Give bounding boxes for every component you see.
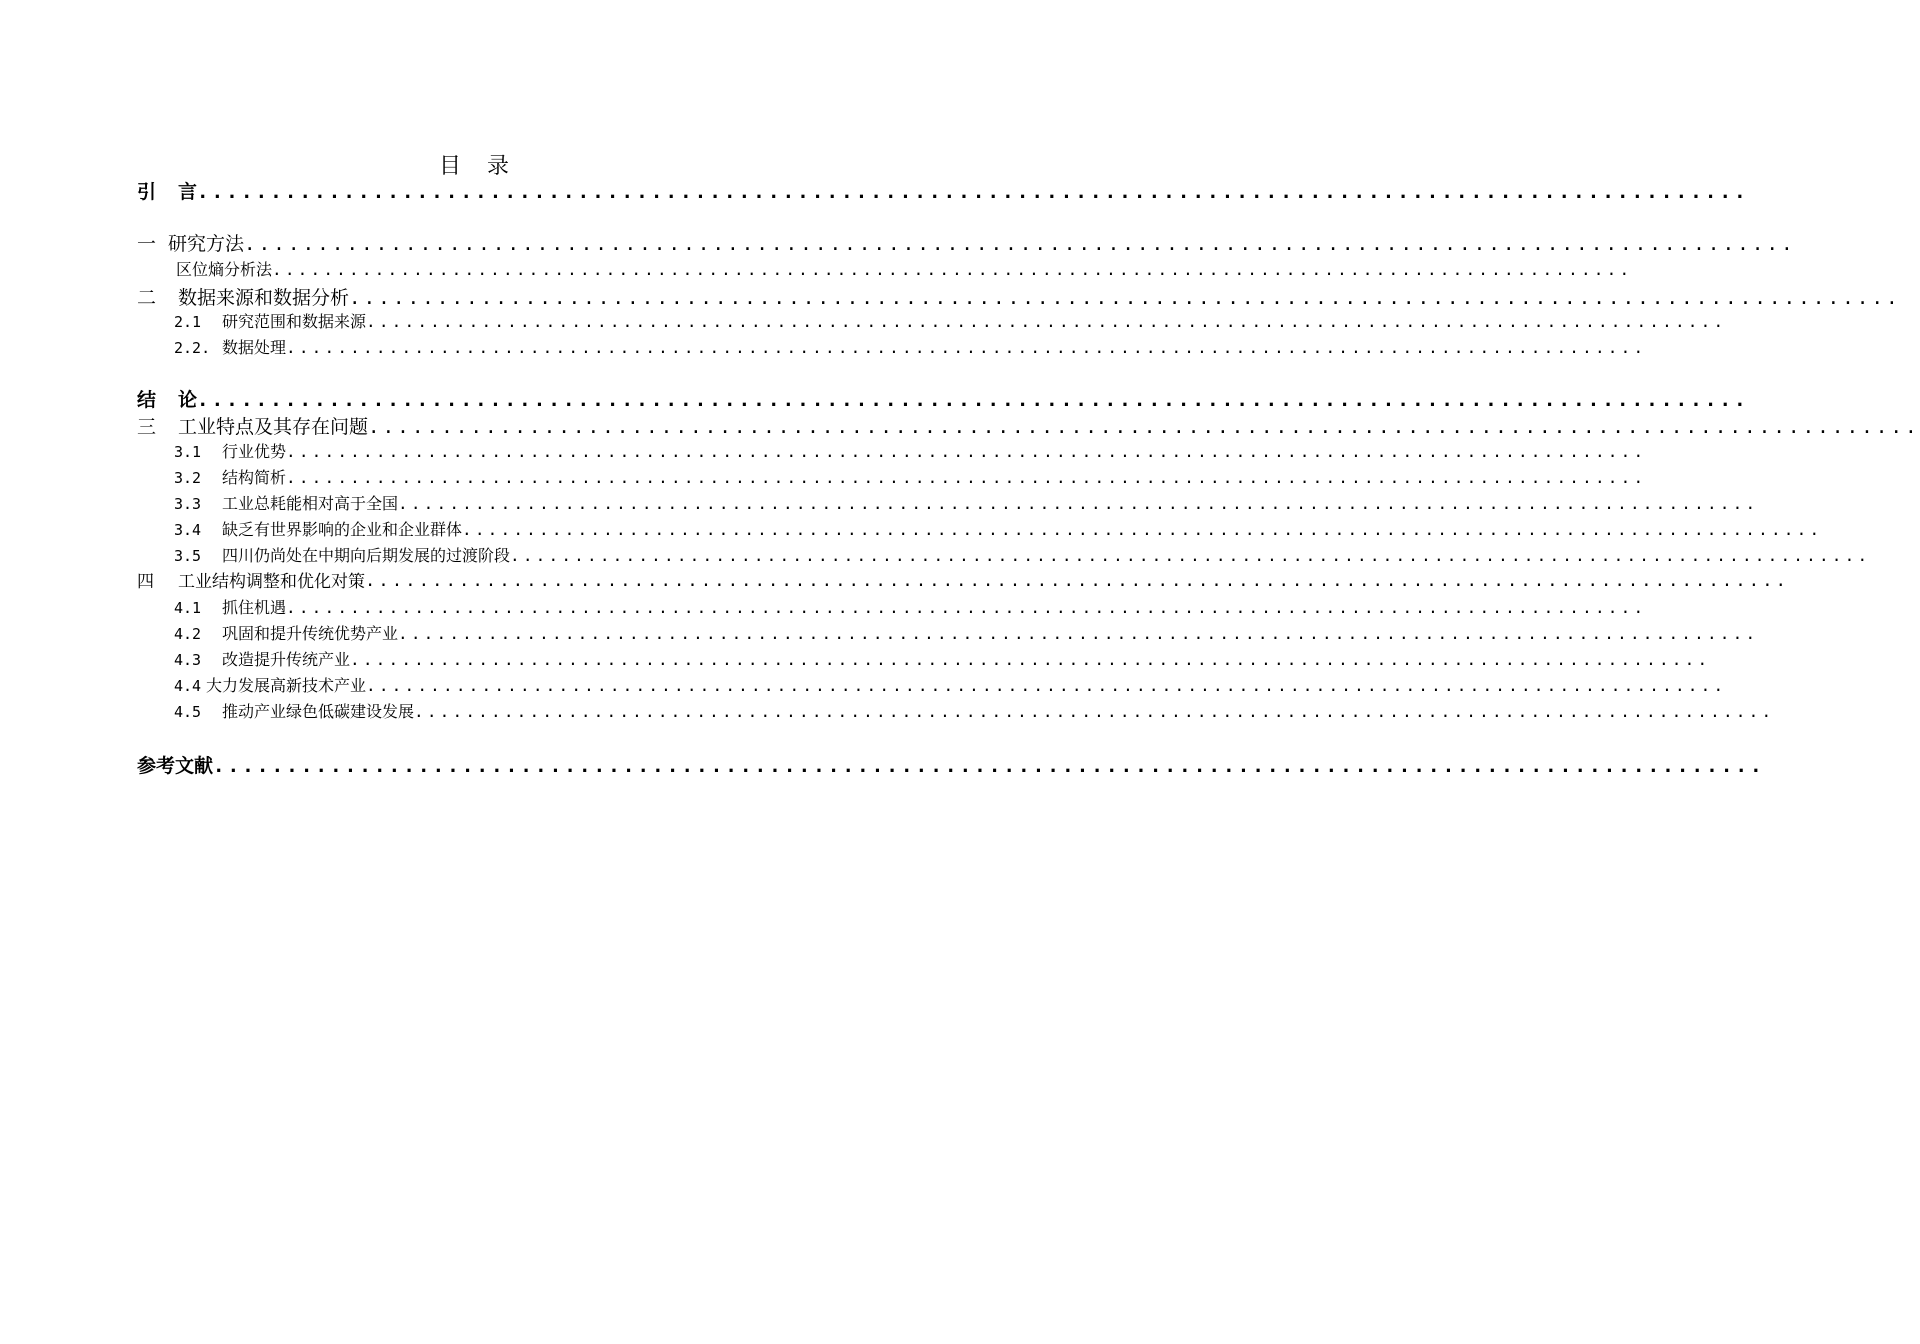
toc-entry-s4-1[interactable] [174, 594, 1647, 618]
toc-entry-num: 4.3 [174, 651, 202, 669]
toc-leader-dots: .......................................................................................................... [213, 755, 1765, 777]
toc-entry-text: 工业特点及其存在问题 [178, 416, 369, 438]
toc-title-left: 目 [438, 154, 463, 179]
toc-entry-concl-a: 结 [137, 389, 157, 411]
toc-entry-s3-4[interactable] [174, 516, 1823, 540]
toc-entry-num: 二 [137, 287, 157, 309]
toc-leader-dots: .......................................................................................................... [398, 624, 1759, 643]
toc-entry-num: 3.1 [174, 443, 202, 461]
toc-entry-num: 2.2. [174, 339, 211, 357]
toc-entry-text: 行业优势 [222, 442, 287, 461]
toc-leader-dots: .......................................................................................................... [462, 520, 1823, 539]
toc-entry-num: 四 [137, 572, 154, 592]
toc-leader-dots: .......................................................................................................... [366, 312, 1727, 331]
toc-leader-dots: .......................................................................................................... [510, 546, 1871, 565]
toc-entry-references[interactable] [137, 750, 1765, 778]
toc-entry-s2-2[interactable] [174, 334, 1647, 358]
toc-entry-s2-1[interactable] [174, 308, 1727, 332]
toc-entry-text: 区位熵分析法 [176, 260, 273, 279]
toc-entry-s4[interactable] [137, 568, 1790, 592]
toc-entry-text: 数据来源和数据分析 [178, 287, 350, 309]
toc-entry-s4-3[interactable] [174, 646, 1711, 670]
toc-entry-text: 参考文献 [137, 755, 214, 777]
toc-entry-num: 3.3 [174, 495, 202, 513]
toc-title-right: 录 [487, 154, 512, 179]
toc-entry-s4-5[interactable] [174, 698, 1775, 722]
toc-leader-dots: .......................................................................................................... [368, 416, 1920, 438]
toc-entry-text: 推动产业绿色低碳建设发展 [222, 702, 415, 721]
toc-leader-dots: .......................................................................................................... [398, 494, 1759, 513]
toc-entry-num: 3.5 [174, 547, 202, 565]
toc-entry-text: 巩固和提升传统优势产业 [222, 624, 399, 643]
toc-leader-dots: .......................................................................................................... [286, 442, 1647, 461]
toc-entry-intro-a: 引 [137, 181, 157, 203]
toc-leader-dots: .......................................................................................................... [350, 650, 1711, 669]
toc-entry-text: 改造提升传统产业 [222, 650, 351, 669]
toc-leader-dots: .......................................................................................................... [286, 338, 1647, 357]
toc-leader-dots: .......................................................................................................... [286, 598, 1647, 617]
toc-entry-num: 4.5 [174, 703, 202, 721]
toc-leader-dots: .......................................................................................................... [197, 181, 1749, 203]
toc-leader-dots: .......................................................................................................... [365, 571, 1790, 591]
toc-entry-s1[interactable] [137, 228, 1796, 256]
toc-leader-dots: .......................................................................................................... [244, 233, 1796, 255]
toc-entry-text: 缺乏有世界影响的企业和企业群体 [222, 520, 463, 539]
toc-leader-dots: .......................................................................................................... [366, 676, 1727, 695]
toc-entry-num: 3.4 [174, 521, 202, 539]
toc-leader-dots: .......................................................................................................... [272, 260, 1633, 279]
toc-leader-dots: .......................................................................................................... [197, 389, 1749, 411]
toc-leader-dots: .......................................................................................................... [286, 468, 1647, 487]
toc-entry-num: 2.1 [174, 313, 202, 331]
toc-entry-intro[interactable] [137, 176, 1749, 204]
toc-entry-s4-4[interactable] [174, 672, 1727, 696]
toc-entry-text: 工业总耗能相对高于全国 [222, 494, 399, 513]
toc-leader-dots: .......................................................................................................... [349, 287, 1901, 309]
toc-entry-s3-1[interactable] [174, 438, 1647, 462]
toc-entry-intro-b: 言 [178, 181, 198, 203]
toc-entry-num: 三 [137, 416, 157, 438]
toc-leader-dots: .......................................................................................................... [414, 702, 1775, 721]
toc-entry-s3-3[interactable] [174, 490, 1759, 514]
toc-entry-s3-5[interactable] [174, 542, 1871, 566]
toc-entry-s3-2[interactable] [174, 464, 1647, 488]
toc-entry-s4-2[interactable] [174, 620, 1759, 644]
toc-entry-s1-1[interactable] [176, 256, 1633, 280]
toc-entry-s3[interactable] [137, 411, 1920, 439]
toc-entry-concl-b: 论 [178, 389, 198, 411]
toc-entry-text: 研究范围和数据来源 [222, 312, 367, 331]
toc-entry-text: 研究方法 [168, 233, 245, 255]
toc-entry-s2[interactable] [137, 282, 1901, 310]
toc-entry-text: 数据处理 [222, 338, 287, 357]
toc-entry-text: 大力发展高新技术产业 [206, 676, 367, 695]
toc-entry-text: 工业结构调整和优化对策 [178, 572, 365, 592]
toc-entry-text: 四川仍尚处在中期向后期发展的过渡阶段 [222, 546, 511, 565]
toc-entry-conclusion[interactable] [137, 384, 1749, 412]
toc-entry-num: 4.2 [174, 625, 202, 643]
toc-entry-text: 结构简析 [222, 468, 287, 487]
toc-entry-num: 4.1 [174, 599, 202, 617]
toc-entry-num: 一 [137, 233, 157, 255]
toc-entry-num: 3.2 [174, 469, 202, 487]
toc-entry-text: 抓住机遇 [222, 598, 287, 617]
toc-entry-num: 4.4 [174, 677, 202, 695]
